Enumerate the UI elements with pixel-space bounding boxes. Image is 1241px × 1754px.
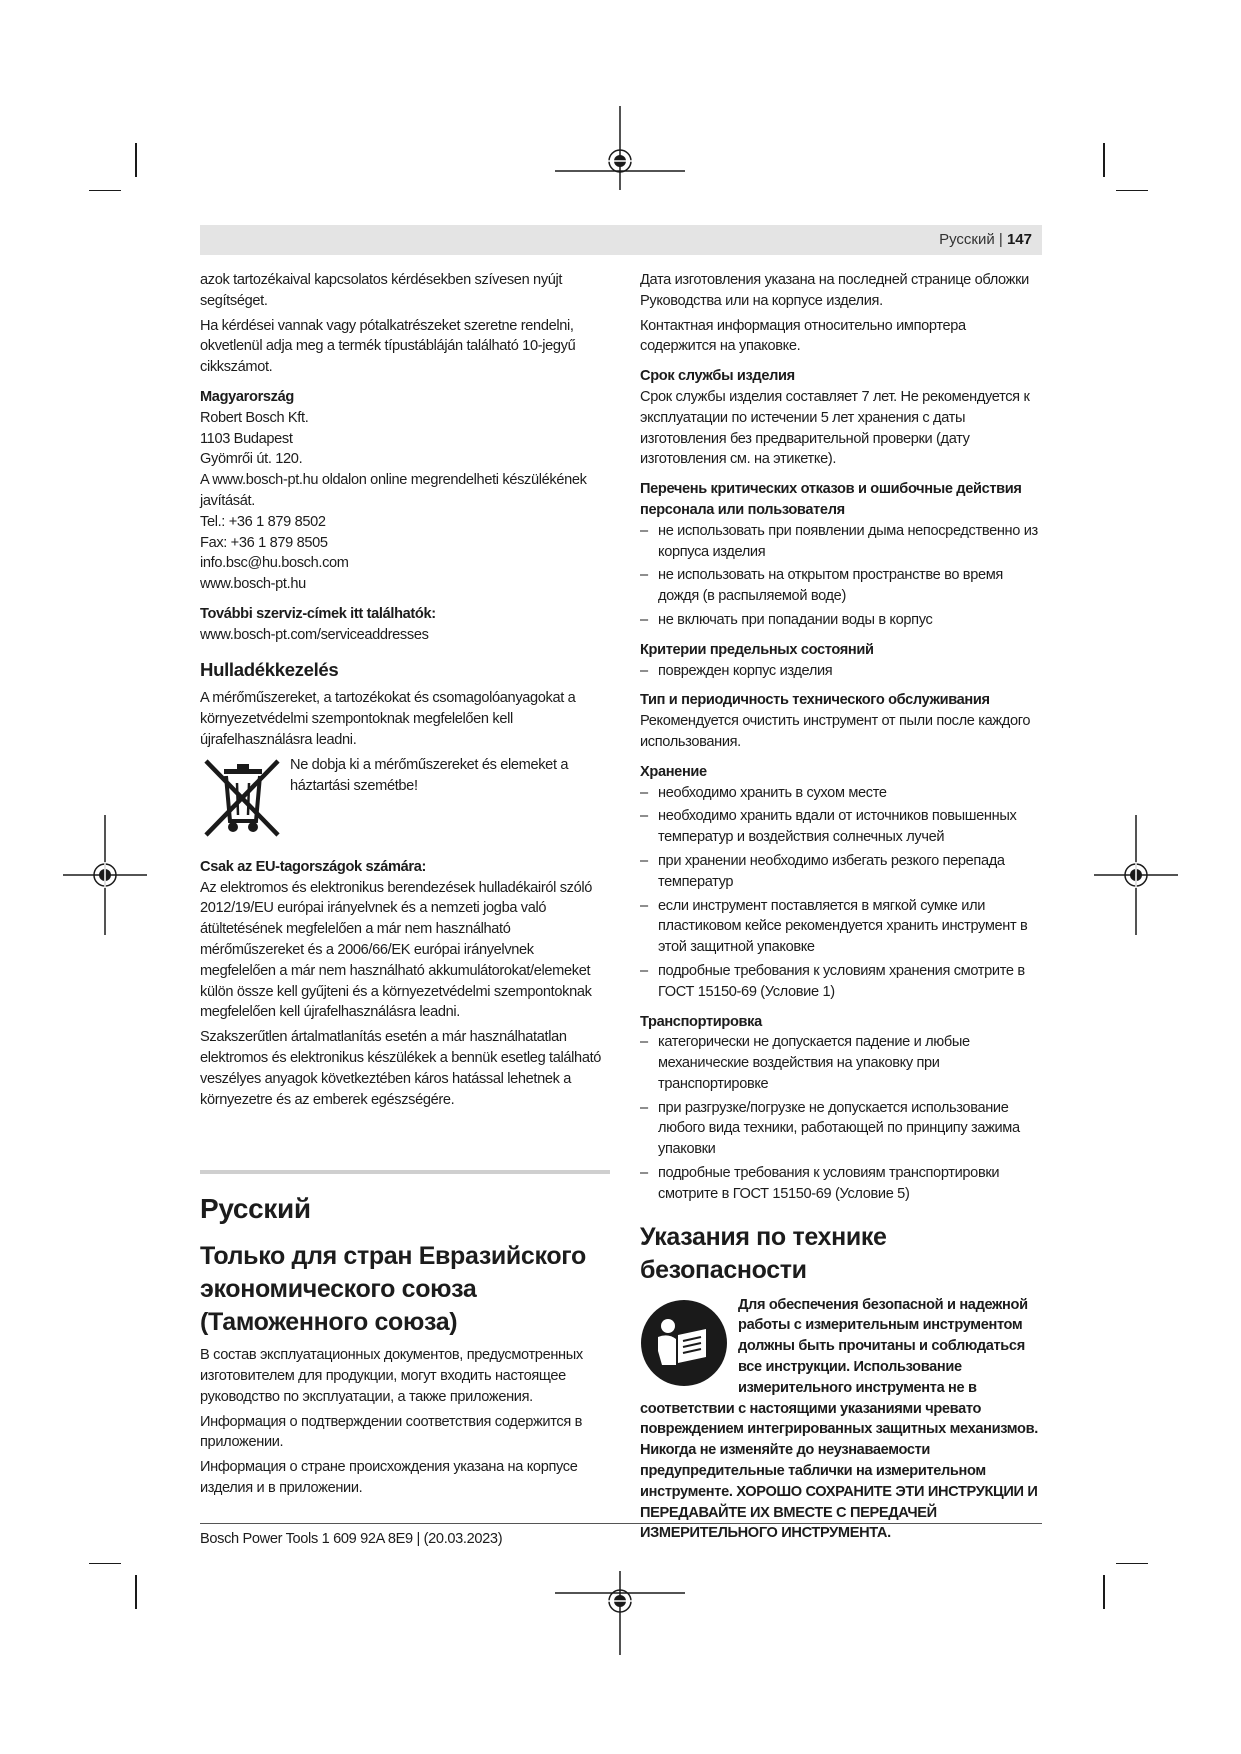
list-item: – категорически не допускается падение и любые механические воздействия на упаковку при транспортировке — [640, 1032, 1044, 1094]
list-item: – не включать при попадании воды в корпус — [640, 610, 1044, 631]
paragraph: Информация о подтверждении соответствия содержится в приложении. — [200, 1413, 582, 1451]
registration-mark-icon — [1094, 815, 1178, 935]
crop-mark — [135, 143, 137, 177]
list-item: – подробные требования к условиям транспортировки смотрите в ГОСТ 15150-69 (Условие 5) — [640, 1163, 1044, 1205]
paragraph: Az elektromos és elektronikus berendezések hulladékairól szóló 2012/19/EU európai irányelvnek és a nemzeti jogba való átültetésének megfelelően a már nem használható mérőműszereket és a 2006/66/EK európai irányelvnek megfelelően a már nem használható akkumulátorokat/elemeket külön össze kell gyűjteni és a környezetvédelmi szempontoknak megfelelően kell újrafelhasználásra leadni. — [200, 879, 593, 1021]
paragraph: Szakszerűtlen ártalmatlanítás esetén a már használhatatlan elektromos és elektronikus készülékek a bennük esetleg található veszélyes anyagok következtében káros hatással lehetnek a környezetre és az emberek egészségére. — [200, 1029, 602, 1108]
disposal-heading: Hulladékkezelés — [200, 658, 339, 680]
list-item: – поврежден корпус изделия — [640, 661, 1044, 682]
paragraph: Контактная информация относительно импортера содержится на упаковке. — [640, 317, 966, 355]
storage-heading: Хранение — [640, 763, 707, 780]
address-line: Gyömrői út. 120. — [200, 451, 303, 468]
crop-mark — [89, 190, 121, 191]
safety-warning — [640, 1295, 1044, 1545]
safety-heading: Указания по технике безопасности — [640, 1222, 887, 1284]
limits-list — [640, 661, 1044, 682]
language-heading: Русский — [200, 1193, 311, 1225]
paragraph: В состав эксплуатационных документов, предусмотренных изготовителем для продукции, могут входить настоящее руководство по эксплуатации, а также приложения. — [200, 1347, 583, 1405]
registration-mark-icon — [555, 106, 685, 190]
paragraph: Дата изготовления указана на последней странице обложки Руководства или на корпусе изделия. — [640, 272, 1029, 309]
page-number: 147 — [1006, 231, 1032, 248]
paragraph: Срок службы изделия составляет 7 лет. Не рекомендуется к эксплуатации по истечении 5 лет хранения с даты изготовления без предварительной проверки (дату изготовления см. на этикетке). — [640, 388, 1030, 468]
maintenance-heading: Тип и периодичность технического обслуживания — [640, 692, 990, 709]
paragraph: Информация о стране происхождения указана на корпусе изделия и в приложении. — [200, 1459, 578, 1497]
read-manual-icon — [640, 1299, 728, 1387]
left-column — [200, 270, 610, 1503]
crossed-bin-icon — [200, 755, 284, 839]
more-addresses-heading: További szerviz-címek itt találhatók: — [200, 605, 436, 622]
address-line: 1103 Budapest — [200, 430, 293, 447]
paragraph: Рекомендуется очистить инструмент от пыли после каждого использования. — [640, 713, 1031, 750]
weee-text: Ne dobja ki a mérőműszereket és elemeket a háztartási szemétbe! — [290, 756, 569, 794]
crop-mark — [1103, 143, 1105, 177]
registration-mark-icon — [63, 815, 147, 935]
paragraph: azok tartozékaival kapcsolatos kérdésekben szívesen nyújt segítséget. — [200, 272, 563, 309]
list-item: – не использовать при появлении дыма непосредственно из корпуса изделия — [640, 521, 1044, 563]
list-item: – не использовать на открытом пространстве во время дождя (в распыляемой воде) — [640, 565, 1044, 607]
eaeu-heading: Только для стран Евразийского экономического союза (Таможенного союза) — [200, 1242, 586, 1337]
failures-heading: Перечень критических отказов и ошибочные действия персонала или пользователя — [640, 481, 1022, 518]
registration-mark-icon — [555, 1571, 685, 1655]
address-line: Robert Bosch Kft. — [200, 409, 309, 426]
paragraph: A mérőműszereket, a tartozékokat és csomagolóanyagokat a környezetvédelmi szempontoknak megfelelően kell újrafelhasználásra leadni. — [200, 690, 576, 748]
section-divider — [200, 1170, 610, 1174]
transport-list — [640, 1032, 1044, 1204]
fax: Fax: +36 1 879 8505 — [200, 534, 328, 551]
service-life-heading: Срок службы изделия — [640, 368, 795, 385]
eu-heading: Csak az EU-tagországok számára: — [200, 858, 426, 875]
list-item: – необходимо хранить в сухом месте — [640, 783, 1044, 804]
crop-mark — [1103, 1575, 1105, 1609]
paragraph: Ha kérdései vannak vagy pótalkatrészeket szeretne rendelni, okvetlenül adja meg a termék típustábláján található 10-jegyű cikkszámot. — [200, 317, 576, 376]
phone: Tel.: +36 1 879 8502 — [200, 513, 326, 530]
failures-list — [640, 521, 1044, 631]
list-item: – необходимо хранить вдали от источников повышенных температур и воздействия солнечных лучей — [640, 806, 1044, 848]
header-section: Русский — [939, 231, 995, 248]
footer-rule — [200, 1523, 1042, 1524]
list-item: – при разгрузке/погрузке не допускается использование любого вида техники, работающей по принципу зажима упаковки — [640, 1098, 1044, 1160]
safety-text: Для обеспечения безопасной и надежной работы с измерительным инструментом должны быть прочитаны и соблюдаться все инструкции. Использование измерительного инструмента не в соответствии с настоящими указаниями чревато повреждением интегрированных защитных механизмов. Никогда не изменяйте до неузнаваемости предупредительные таблички на измерительном инструменте. ХОРОШО СОХРАНИТЕ ЭТИ ИНСТРУКЦИИ И ПЕРЕДАВАЙТЕ ИХ ВМЕСТЕ С ПЕРЕДАЧЕЙ ИЗМЕРИТЕЛЬНОГО ИНСТРУМЕНТА. — [640, 1296, 1038, 1542]
website-link[interactable]: www.bosch-pt.hu — [200, 576, 306, 593]
list-item: – подробные требования к условиям хранения смотрите в ГОСТ 15150-69 (Условие 1) — [640, 961, 1044, 1003]
storage-list — [640, 783, 1044, 1003]
transport-heading: Транспортировка — [640, 1013, 762, 1030]
crop-mark — [1116, 190, 1148, 191]
weee-notice — [200, 755, 610, 839]
service-addresses-link[interactable]: www.bosch-pt.com/serviceaddresses — [200, 626, 429, 643]
crop-mark — [1116, 1563, 1148, 1564]
list-item: – при хранении необходимо избегать резкого перепада температур — [640, 851, 1044, 893]
footer: Bosch Power Tools 1 609 92A 8E9 | (20.03.2023) — [200, 1531, 503, 1547]
crop-mark — [89, 1563, 121, 1564]
running-header: Русский | 147 — [200, 225, 1042, 255]
crop-mark — [135, 1575, 137, 1609]
right-column — [640, 270, 1044, 1544]
list-item: – если инструмент поставляется в мягкой сумке или пластиковом кейсе рекомендуется хранить инструмент в этой защитной упаковке — [640, 896, 1044, 958]
email-link[interactable]: info.bsc@hu.bosch.com — [200, 555, 349, 572]
address-line: A www.bosch-pt.hu oldalon online megrendelheti készülékének javítását. — [200, 472, 587, 509]
limits-heading: Критерии предельных состояний — [640, 641, 874, 658]
hungary-heading: Magyarország — [200, 388, 294, 405]
